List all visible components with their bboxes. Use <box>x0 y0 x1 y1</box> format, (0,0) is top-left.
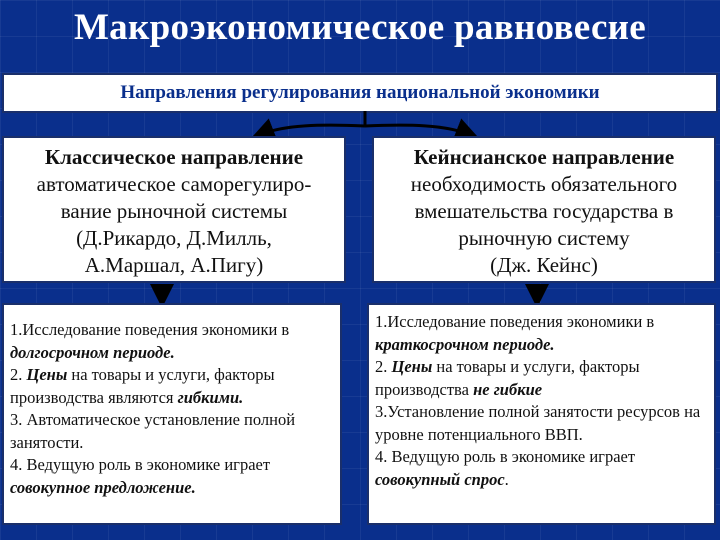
keynesian-point-1-text: 1.Исследование поведения экономики в <box>375 312 655 331</box>
classical-box <box>2 136 346 283</box>
classical-point-1-text: 1.Исследование поведения экономики в <box>10 320 290 339</box>
keynesian-points-box <box>367 303 716 525</box>
classical-point-3: 3. Автоматическое установление полной занятости. <box>10 410 296 452</box>
classical-point-4-emphasis: совокупное предложение. <box>10 477 196 497</box>
keynesian-point-2-num: 2. <box>375 357 392 376</box>
arrow-to-classical <box>262 125 365 134</box>
keynesian-line-4: (Дж. Кейнс) <box>490 253 598 277</box>
classical-line-4: А.Маршал, А.Пигу) <box>84 253 264 277</box>
subtitle-text: Направления регулирования национальной экономики <box>120 82 600 103</box>
keynesian-point-2 <box>375 356 708 401</box>
keynesian-point-1-emphasis: краткосрочном периоде. <box>375 334 555 354</box>
keynesian-point-1 <box>375 311 708 356</box>
keynesian-point-2-emphasis: не гибкие <box>473 379 543 399</box>
keynesian-point-4-emphasis: совокупный спрос <box>375 469 505 489</box>
classical-line-3: (Д.Рикардо, Д.Милль, <box>76 226 272 250</box>
classical-point-2-emphasis: гибкими. <box>177 387 244 407</box>
classical-point-4-text: 4. Ведущую роль в экономике играет <box>10 455 271 474</box>
arrow-to-keynesian <box>365 125 468 134</box>
classical-line-1: автоматическое саморегулиро- <box>36 172 312 196</box>
classical-point-2-num: 2. <box>10 365 27 384</box>
classical-point-2-text: на товары и услуги, факторы производства являются <box>10 365 275 407</box>
keynesian-box <box>372 136 716 283</box>
keynesian-line-2: вмешательства государства в <box>414 199 674 223</box>
keynesian-heading: Кейнсианское направление <box>413 145 675 169</box>
classical-point-4 <box>10 454 334 499</box>
keynesian-point-4 <box>375 446 708 491</box>
subtitle-box <box>2 73 718 113</box>
keynesian-point-2-prices: Цены <box>391 357 433 376</box>
classical-point-1 <box>10 319 334 364</box>
keynesian-line-3: рыночную систему <box>458 226 630 250</box>
classical-heading: Классическое направление <box>44 145 304 169</box>
classical-point-2-prices: Цены <box>26 365 68 384</box>
keynesian-point-4-text: 4. Ведущую роль в экономике играет <box>375 447 636 466</box>
classical-points-box <box>2 303 342 525</box>
classical-line-2: вание рыночной системы <box>60 199 288 223</box>
classical-point-2 <box>10 364 334 409</box>
page-title: Макроэкономическое равновесие <box>73 7 647 48</box>
keynesian-point-4-period: . <box>504 469 509 489</box>
keynesian-point-3: 3.Установление полной занятости ресурсов на уровне потенциального ВВП. <box>375 402 701 444</box>
keynesian-point-2-text: на товары и услуги, факторы производства <box>375 357 640 399</box>
keynesian-line-1: необходимость обязательного <box>410 172 678 196</box>
classical-point-1-emphasis: долгосрочном периоде. <box>10 342 175 362</box>
